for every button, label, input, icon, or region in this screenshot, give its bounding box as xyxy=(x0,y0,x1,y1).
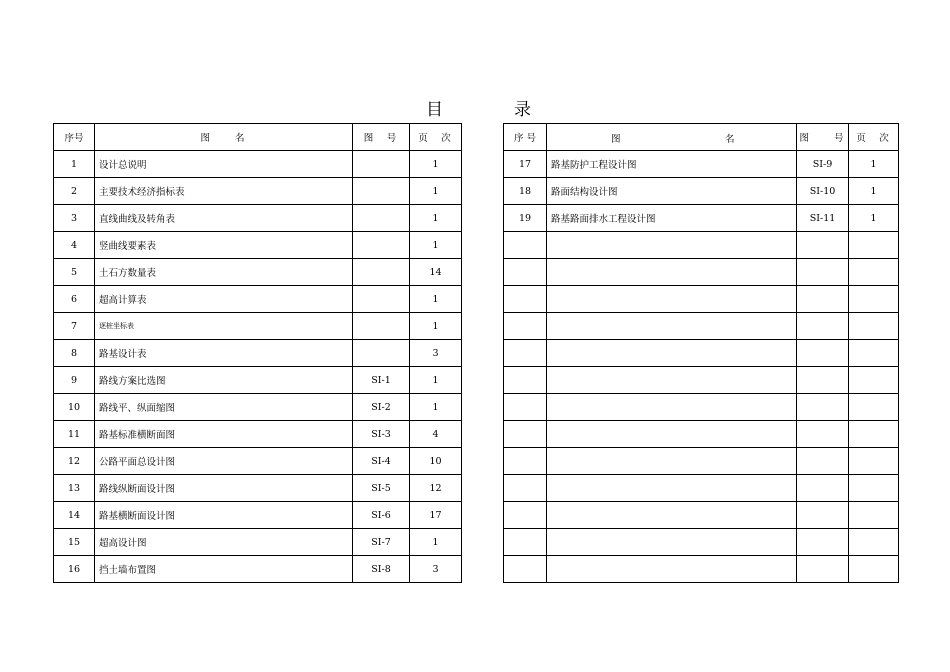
drawing-name-cell: 主要技术经济指标表 xyxy=(95,178,353,205)
drawing-number-cell xyxy=(353,340,410,367)
drawing-name-cell: 路面结构设计图 xyxy=(547,178,797,205)
row-number-cell: 19 xyxy=(504,205,547,232)
page-count-cell: 1 xyxy=(849,205,899,232)
drawing-name-cell: 设计总说明 xyxy=(95,151,353,178)
header-pages: 页 次 xyxy=(410,124,462,151)
row-number-cell: 9 xyxy=(54,367,95,394)
drawing-name-cell: 路基路面排水工程设计图 xyxy=(547,205,797,232)
drawing-name-cell: 路线方案比选图 xyxy=(95,367,353,394)
table-row xyxy=(54,259,462,286)
drawing-name-cell xyxy=(547,475,797,502)
drawing-name-cell xyxy=(547,232,797,259)
drawing-name-cell: 超高设计图 xyxy=(95,529,353,556)
table-row xyxy=(504,340,899,367)
table-row xyxy=(54,394,462,421)
drawing-name-cell: 土石方数量表 xyxy=(95,259,353,286)
drawing-number-cell: SI-10 xyxy=(797,178,849,205)
row-number-cell xyxy=(504,502,547,529)
drawing-name-cell: 竖曲线要素表 xyxy=(95,232,353,259)
page-count-cell: 1 xyxy=(410,232,462,259)
drawing-number-cell xyxy=(353,313,410,340)
row-number-cell xyxy=(504,448,547,475)
page-count-cell: 1 xyxy=(410,394,462,421)
table-row xyxy=(504,529,899,556)
drawing-name-cell xyxy=(547,502,797,529)
header-pages: 页 次 xyxy=(849,124,899,151)
drawing-number-cell: SI-9 xyxy=(797,151,849,178)
header-name-char-2: 名 xyxy=(725,134,737,145)
row-number-cell xyxy=(504,475,547,502)
row-number-cell: 2 xyxy=(54,178,95,205)
table-row xyxy=(504,259,899,286)
drawing-number-cell xyxy=(797,286,849,313)
drawing-number-cell: SI-6 xyxy=(353,502,410,529)
row-number-cell xyxy=(504,286,547,313)
row-number-cell: 14 xyxy=(54,502,95,529)
table-row xyxy=(54,448,462,475)
drawing-name-cell: 路基设计表 xyxy=(95,340,353,367)
drawing-number-cell: SI-11 xyxy=(797,205,849,232)
page-count-cell: 1 xyxy=(849,151,899,178)
table-row xyxy=(54,475,462,502)
page-count-cell xyxy=(849,367,899,394)
page-count-cell xyxy=(849,448,899,475)
page-count-cell: 1 xyxy=(410,529,462,556)
row-number-cell: 4 xyxy=(54,232,95,259)
row-number-cell: 6 xyxy=(54,286,95,313)
row-number-cell xyxy=(504,556,547,583)
table-row xyxy=(504,367,899,394)
drawing-number-cell xyxy=(353,151,410,178)
table-row xyxy=(504,421,899,448)
page-count-cell: 4 xyxy=(410,421,462,448)
table-row xyxy=(54,232,462,259)
header-row xyxy=(504,124,899,151)
drawing-name-cell: 公路平面总设计图 xyxy=(95,448,353,475)
page-count-cell xyxy=(849,475,899,502)
page-count-cell xyxy=(849,313,899,340)
page-count-cell: 17 xyxy=(410,502,462,529)
drawing-name-cell xyxy=(547,313,797,340)
drawing-number-cell xyxy=(353,232,410,259)
table-row xyxy=(504,205,899,232)
drawing-number-cell xyxy=(797,529,849,556)
table-row xyxy=(54,286,462,313)
header-name xyxy=(547,124,797,151)
header-no: 序号 xyxy=(54,124,95,151)
row-number-cell: 17 xyxy=(504,151,547,178)
row-number-cell: 15 xyxy=(54,529,95,556)
row-number-cell: 3 xyxy=(54,205,95,232)
drawing-name-cell: 逐桩坐标表 xyxy=(95,313,353,340)
drawing-name-cell: 路基防护工程设计图 xyxy=(547,151,797,178)
table-row xyxy=(54,421,462,448)
drawing-number-cell xyxy=(797,475,849,502)
drawing-name-cell xyxy=(547,394,797,421)
drawing-number-cell: SI-5 xyxy=(353,475,410,502)
drawing-name-cell xyxy=(547,259,797,286)
drawing-name-cell: 路基横断面设计图 xyxy=(95,502,353,529)
table-row xyxy=(54,151,462,178)
page-count-cell: 1 xyxy=(410,178,462,205)
drawing-number-cell: SI-2 xyxy=(353,394,410,421)
drawing-name-cell xyxy=(547,340,797,367)
page-count-cell xyxy=(849,502,899,529)
page-count-cell: 1 xyxy=(410,313,462,340)
toc-table-left xyxy=(53,123,462,583)
header-name-char-1: 图 xyxy=(611,134,623,145)
row-number-cell xyxy=(504,421,547,448)
toc-table-right xyxy=(503,123,899,583)
page-count-cell: 12 xyxy=(410,475,462,502)
row-number-cell xyxy=(504,340,547,367)
drawing-number-cell xyxy=(797,340,849,367)
table-row xyxy=(54,556,462,583)
row-number-cell: 11 xyxy=(54,421,95,448)
row-number-cell: 5 xyxy=(54,259,95,286)
table-row xyxy=(504,475,899,502)
drawing-number-cell xyxy=(797,502,849,529)
row-number-cell: 18 xyxy=(504,178,547,205)
drawing-number-cell xyxy=(797,448,849,475)
table-row xyxy=(504,232,899,259)
header-name: 图 名 xyxy=(95,124,353,151)
page-count-cell xyxy=(849,529,899,556)
drawing-name-cell xyxy=(547,421,797,448)
drawing-number-cell xyxy=(353,286,410,313)
title-char-1: 目 xyxy=(426,100,443,120)
table-row xyxy=(54,205,462,232)
table-row xyxy=(504,502,899,529)
row-number-cell xyxy=(504,367,547,394)
drawing-number-cell xyxy=(797,421,849,448)
table-row xyxy=(504,448,899,475)
drawing-name-cell: 直线曲线及转角表 xyxy=(95,205,353,232)
page-count-cell: 1 xyxy=(410,367,462,394)
page-count-cell: 10 xyxy=(410,448,462,475)
drawing-name-cell: 路线纵断面设计图 xyxy=(95,475,353,502)
header-drawing-no: 图 号 xyxy=(797,124,849,151)
drawing-number-cell: SI-4 xyxy=(353,448,410,475)
drawing-name-cell: 路线平、纵面缩图 xyxy=(95,394,353,421)
row-number-cell xyxy=(504,259,547,286)
drawing-number-cell: SI-3 xyxy=(353,421,410,448)
page-count-cell xyxy=(849,394,899,421)
table-row xyxy=(54,340,462,367)
table-row xyxy=(504,286,899,313)
table-row xyxy=(504,151,899,178)
table-row xyxy=(54,367,462,394)
page-count-cell: 1 xyxy=(849,178,899,205)
page-count-cell xyxy=(849,421,899,448)
row-number-cell: 8 xyxy=(54,340,95,367)
row-number-cell xyxy=(504,232,547,259)
drawing-name-cell: 路基标准横断面图 xyxy=(95,421,353,448)
drawing-number-cell xyxy=(797,259,849,286)
page-count-cell: 3 xyxy=(410,556,462,583)
table-row xyxy=(54,313,462,340)
page-title xyxy=(0,98,950,122)
page-count-cell xyxy=(849,556,899,583)
drawing-number-cell: SI-8 xyxy=(353,556,410,583)
drawing-name-cell: 挡土墙布置图 xyxy=(95,556,353,583)
table-row xyxy=(504,313,899,340)
drawing-name-cell xyxy=(547,286,797,313)
table-row xyxy=(54,178,462,205)
drawing-number-cell xyxy=(353,178,410,205)
row-number-cell: 12 xyxy=(54,448,95,475)
row-number-cell: 16 xyxy=(54,556,95,583)
table-row xyxy=(54,502,462,529)
table-row xyxy=(54,529,462,556)
table-row xyxy=(504,394,899,421)
page-count-cell: 14 xyxy=(410,259,462,286)
drawing-name-cell xyxy=(547,556,797,583)
drawing-number-cell xyxy=(797,367,849,394)
drawing-number-cell: SI-1 xyxy=(353,367,410,394)
row-number-cell: 7 xyxy=(54,313,95,340)
header-drawing-no: 图 号 xyxy=(353,124,410,151)
page-count-cell xyxy=(849,232,899,259)
page-count-cell xyxy=(849,259,899,286)
table-row xyxy=(504,178,899,205)
page-count-cell: 3 xyxy=(410,340,462,367)
page-count-cell xyxy=(849,286,899,313)
row-number-cell: 10 xyxy=(54,394,95,421)
drawing-name-cell: 超高计算表 xyxy=(95,286,353,313)
row-number-cell: 1 xyxy=(54,151,95,178)
row-number-cell xyxy=(504,394,547,421)
drawing-number-cell xyxy=(353,259,410,286)
row-number-cell xyxy=(504,313,547,340)
drawing-number-cell xyxy=(797,556,849,583)
row-number-cell xyxy=(504,529,547,556)
drawing-name-cell xyxy=(547,529,797,556)
drawing-number-cell xyxy=(797,232,849,259)
title-char-2: 录 xyxy=(514,100,531,120)
page-count-cell: 1 xyxy=(410,151,462,178)
page-count-cell: 1 xyxy=(410,286,462,313)
table-row xyxy=(504,556,899,583)
drawing-number-cell xyxy=(353,205,410,232)
drawing-name-cell xyxy=(547,367,797,394)
drawing-number-cell xyxy=(797,313,849,340)
header-row xyxy=(54,124,462,151)
drawing-number-cell: SI-7 xyxy=(353,529,410,556)
drawing-number-cell xyxy=(797,394,849,421)
page-count-cell xyxy=(849,340,899,367)
header-no: 序 号 xyxy=(504,124,547,151)
page-count-cell: 1 xyxy=(410,205,462,232)
drawing-name-cell xyxy=(547,448,797,475)
row-number-cell: 13 xyxy=(54,475,95,502)
